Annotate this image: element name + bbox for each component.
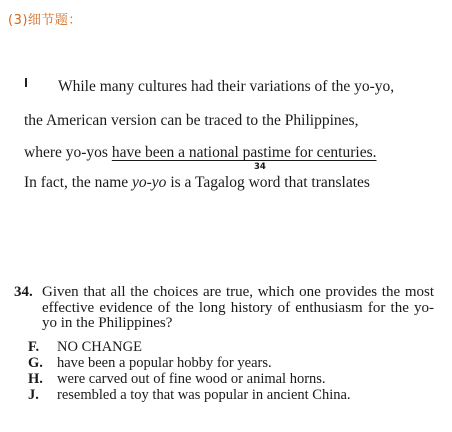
italic-term: yo-yo (132, 174, 167, 191)
option-letter: G. (28, 355, 43, 371)
option-text: have been a popular hobby for years. (57, 355, 272, 371)
section-heading: (3)细节题： (8, 13, 82, 28)
question-marker: 34 (254, 162, 266, 172)
option-text: NO CHANGE (57, 339, 142, 355)
passage-line-4 (24, 174, 370, 192)
passage-line-4-end: is a Tagalog word that translates (166, 174, 370, 191)
passage-line-1: While many cultures had their variations of the yo-yo, (58, 78, 395, 95)
option-letter: H. (28, 371, 43, 387)
passage-line-3-text: where yo-yos (24, 144, 112, 161)
question-stem: Given that all the choices are true, which one provides the most effective evidence of the long history of enthusiasm for the yo-yo in the Philippines? (42, 284, 434, 331)
option-text: resembled a toy that was popular in ancient China. (57, 387, 351, 403)
underlined-portion: have been a national pastime for centuries. (111, 144, 377, 161)
passage-line-3 (24, 144, 377, 162)
option-text: were carved out of fine wood or animal horns. (57, 371, 326, 387)
question-number: 34. (14, 284, 33, 300)
passage-line-4-start: In fact, the name (24, 174, 133, 191)
option-letter: J. (28, 387, 39, 403)
scan-mark (25, 78, 27, 87)
passage-line-2: the American version can be traced to the Philippines, (24, 112, 359, 129)
option-letter: F. (28, 339, 40, 355)
